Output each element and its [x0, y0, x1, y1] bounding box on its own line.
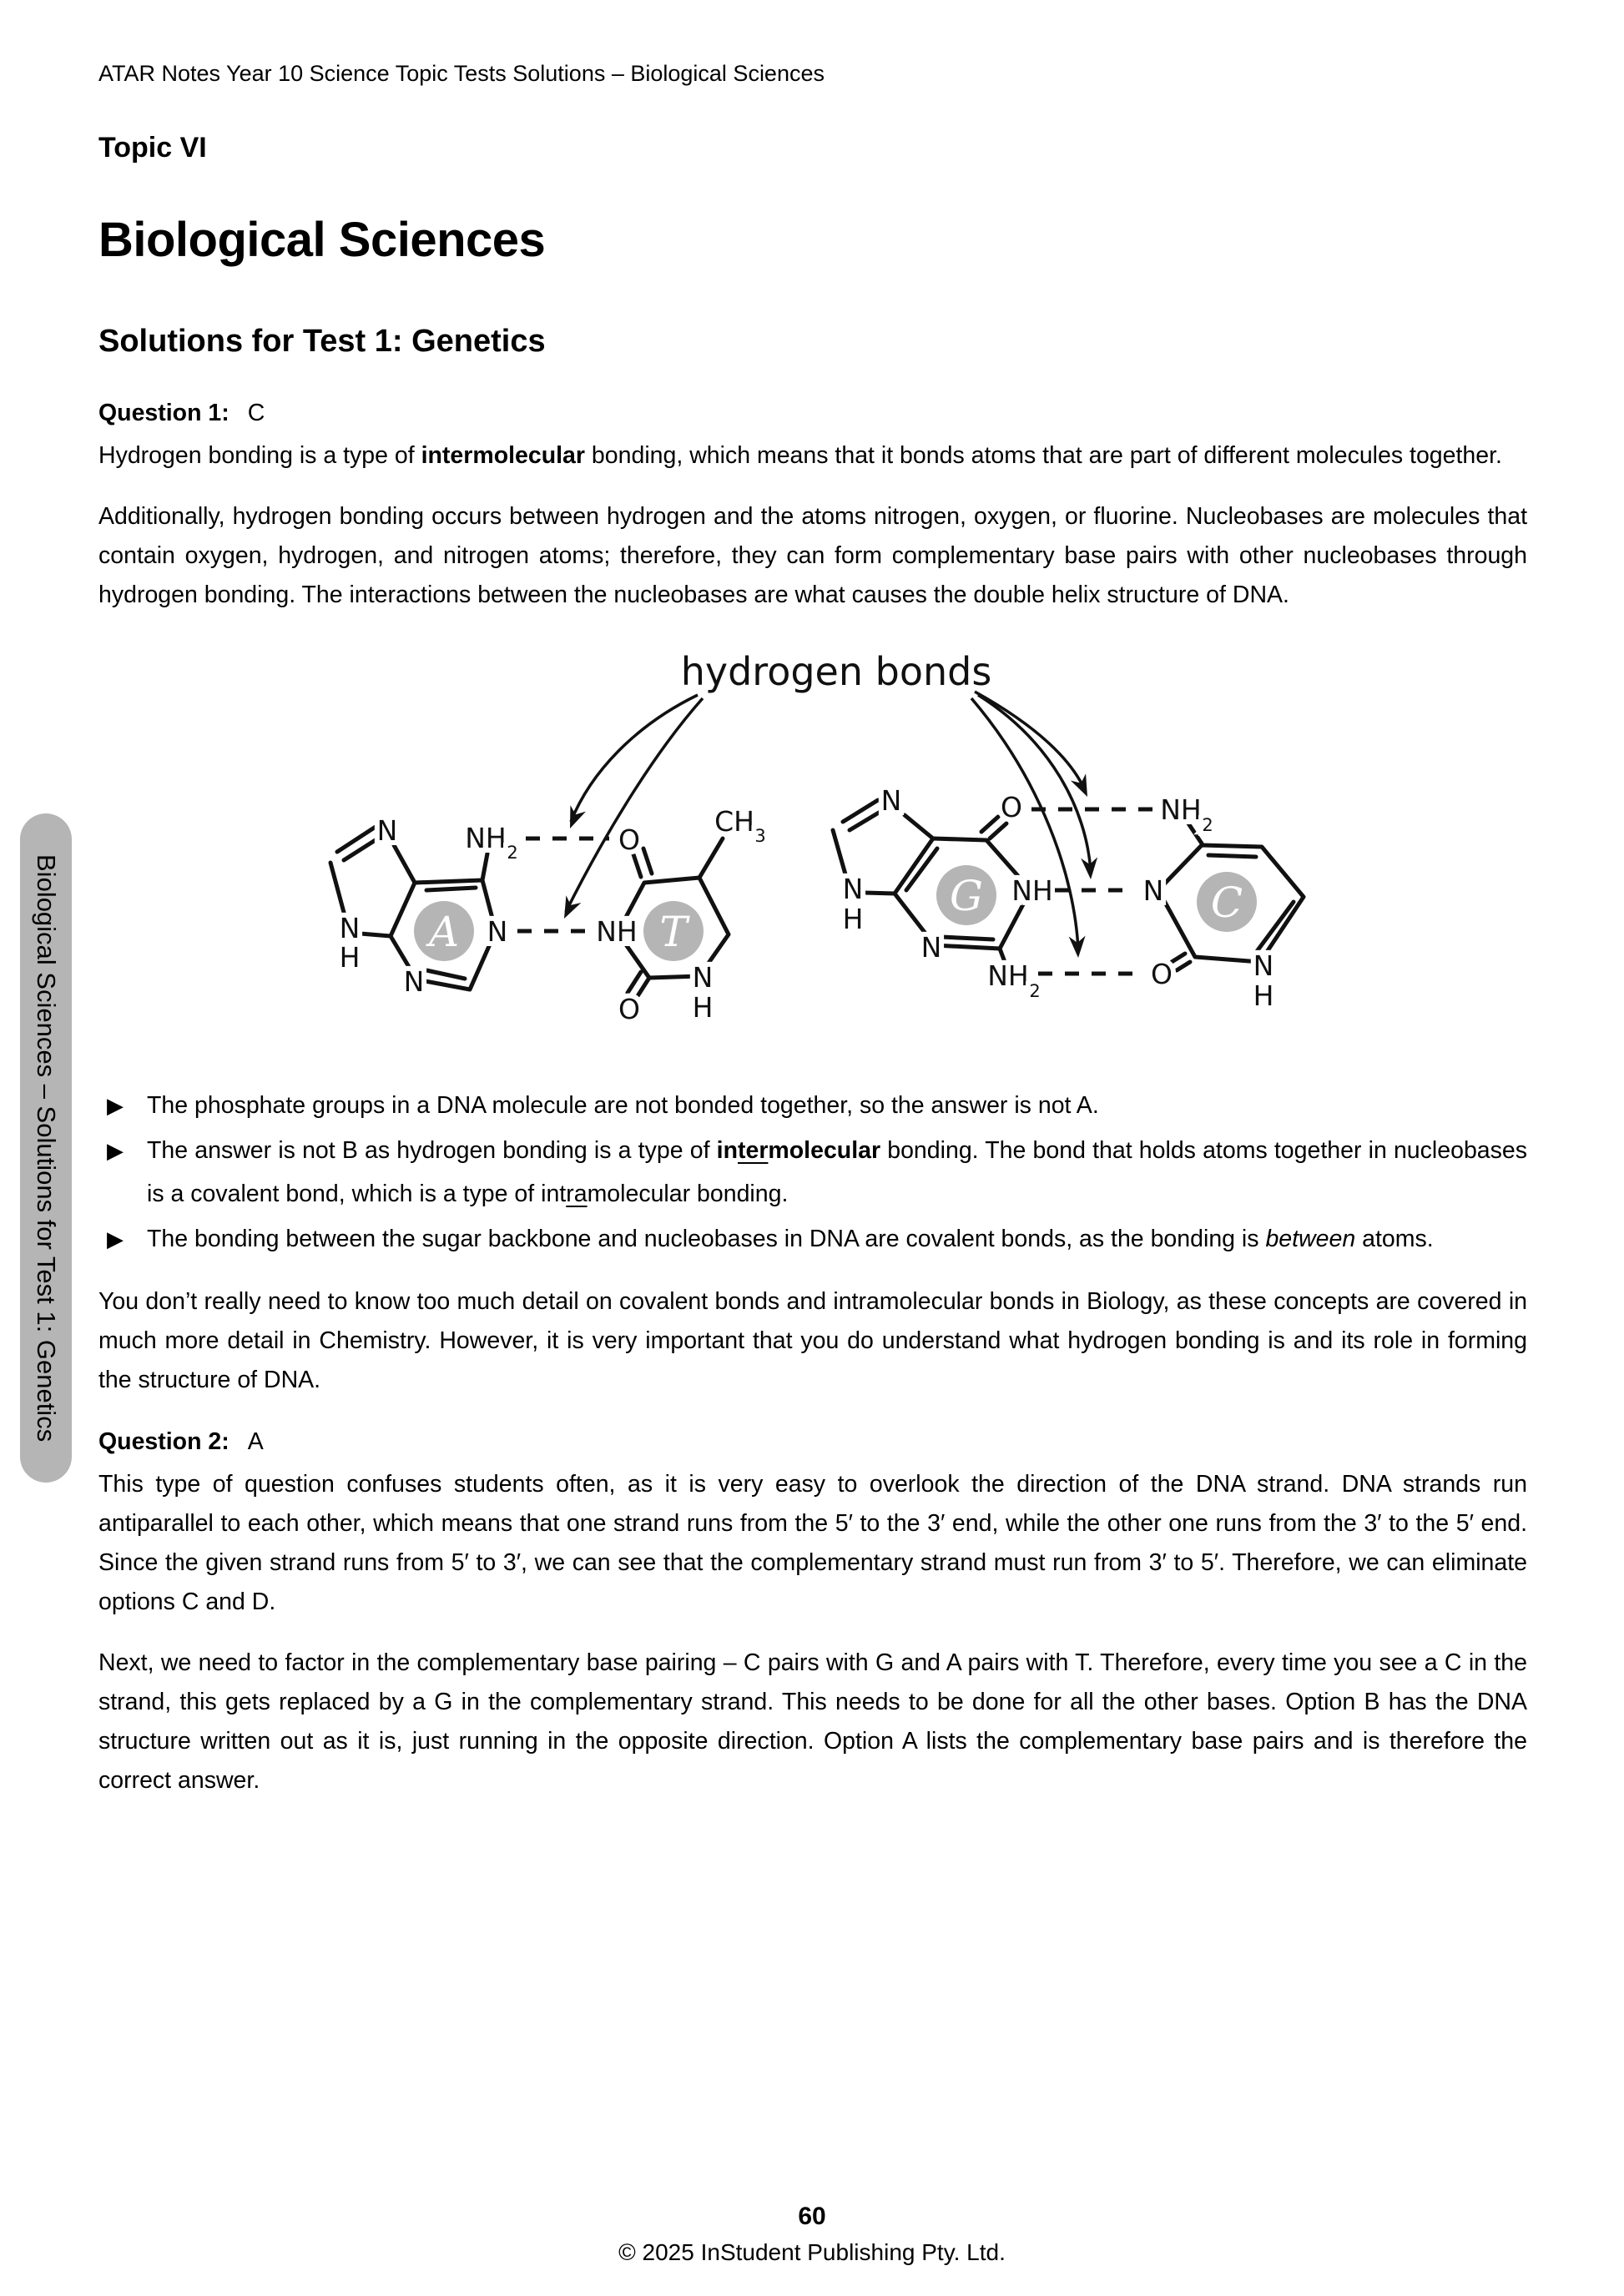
- atom-subscript: 2: [1202, 815, 1213, 835]
- atom-label-n: N: [880, 784, 902, 817]
- list-item-text: The answer is not B as hydrogen bonding is a type of intermolecular bonding. The bond that holds atoms together in nucleobases is a covalent bond, which is a type of intramolecular bonding.: [147, 1137, 1527, 1207]
- list-item-text: The bonding between the sugar backbone and nucleobases in DNA are covalent bonds, as the bonding is between atoms.: [147, 1226, 1434, 1252]
- atom-label-n: N: [376, 814, 398, 847]
- atom-label-nh2: NH: [987, 959, 1029, 992]
- atom-label-h: H: [692, 991, 714, 1024]
- question-2-answer: A: [247, 1428, 264, 1455]
- thymine-letter: T: [659, 908, 688, 956]
- list-item-text: The phosphate groups in a DNA molecule are not bonded together, so the answer is not A.: [147, 1092, 1099, 1119]
- question-1-answer: C: [247, 400, 265, 426]
- page-title: Biological Sciences: [98, 213, 546, 267]
- page-number: 60: [798, 2203, 826, 2230]
- arrowhead-icon: [557, 895, 581, 922]
- atom-label-nh: NH: [1011, 874, 1053, 907]
- q2-paragraph-2: Next, we need to factor in the complementary base pairing – C pairs with G and A pairs with T. Therefore, every time you see a C in the strand, this gets replaced by a G in the complementary strand. This needs to be done for all the other bases. Option B has the DNA structure written out as it is, just running in the opposite direction. Option A lists the complementary base pairs and is therefore the correct answer.: [98, 1649, 1527, 1794]
- atom-label-nh2: NH: [465, 822, 507, 854]
- atom-label-h: H: [339, 941, 361, 974]
- chapter-side-tab: [20, 813, 72, 1483]
- question-2-label: Question 2:: [98, 1428, 229, 1455]
- atom-label-n: N: [339, 912, 361, 944]
- topic-heading: Topic VI: [98, 132, 207, 164]
- q1-closing-note: You don’t really need to know too much detail on covalent bonds and intramolecular bonds in Biology, as these concepts are covered in much more detail in Chemistry. However, it is very important that you do understand what hydrogen bonding is and its role in forming the structure of DNA.: [98, 1288, 1527, 1393]
- atom-label-nh: NH: [596, 915, 638, 948]
- question-1-heading: [98, 396, 1527, 430]
- atom-label-n: N: [1142, 874, 1164, 907]
- page-footer: [0, 2203, 1624, 2294]
- running-header: ATAR Notes Year 10 Science Topic Tests Solutions – Biological Sciences: [98, 61, 825, 86]
- list-item: [107, 1129, 1527, 1216]
- arrow-to-at-bond-1: [571, 695, 698, 822]
- question-2-heading: [98, 1425, 1527, 1458]
- base-pairing-diagram: [275, 630, 1377, 1055]
- atom-label-o: O: [618, 823, 640, 856]
- atom-label-h: H: [842, 903, 864, 935]
- atom-label-n: N: [920, 931, 942, 964]
- diagram-caption: hydrogen bonds: [680, 649, 992, 694]
- page-subtitle: Solutions for Test 1: Genetics: [98, 324, 546, 359]
- q1-paragraph-2: Additionally, hydrogen bonding occurs between hydrogen and the atoms nitrogen, oxygen, or fluorine. Nucleobases are molecules that contain oxygen, hydrogen, and nitrogen atoms; therefore, they can form complementary base pairs with other nucleobases through hydrogen bonding. The interactions between the nucleobases are what causes the double helix structure of DNA.: [98, 503, 1527, 608]
- atom-label-n: N: [692, 961, 714, 994]
- atom-label-n: N: [487, 915, 508, 948]
- adenine-letter: A: [428, 908, 460, 956]
- arrowhead-icon: [1071, 773, 1095, 800]
- adenine-structure: [330, 814, 518, 998]
- atom-subscript: 2: [507, 843, 518, 863]
- atom-label-n: N: [1253, 949, 1274, 982]
- guanine-structure: [833, 784, 1053, 1001]
- base-pairing-diagram-svg: [275, 630, 1377, 1055]
- atom-label-o: O: [1151, 958, 1173, 990]
- q1-option-notes: [107, 1084, 1527, 1261]
- atom-label-ch3: CH: [714, 805, 754, 838]
- cytosine-structure: [1143, 793, 1304, 1012]
- q2-paragraph-1: This type of question confuses students often, as it is very easy to overlook the direction of the DNA strand. DNA strands run antiparallel to each other, which means that one strand runs from the 5′ to the 3′ end, while the other one runs from the 3′ to the 5′ end. Since the given strand runs from 5′ to 3′, we can see that the complementary strand must run from 3′ to 5′. Therefore, we can eliminate options C and D.: [98, 1471, 1527, 1615]
- page-content: [98, 60, 1527, 1800]
- atom-label-n: N: [403, 965, 425, 998]
- arrow-to-gc-bond-1: [975, 692, 1085, 790]
- guanine-letter: G: [950, 872, 983, 920]
- atom-label-o: O: [1001, 791, 1022, 823]
- list-item: [107, 1084, 1527, 1127]
- copyright-line: © 2025 InStudent Publishing Pty. Ltd.: [618, 2239, 1006, 2265]
- atom-label-h: H: [1253, 979, 1274, 1012]
- q1-paragraph-1: Hydrogen bonding is a type of intermolecular bonding, which means that it bonds atoms that are part of different molecules together.: [98, 442, 1502, 469]
- list-item: [107, 1217, 1527, 1261]
- bullet-triangle-icon: ▶: [107, 1226, 124, 1251]
- arrowhead-icon: [562, 805, 586, 832]
- question-1-label: Question 1:: [98, 400, 229, 426]
- cytosine-letter: C: [1210, 879, 1243, 927]
- atom-label-nh2: NH: [1160, 793, 1202, 826]
- atom-label-o: O: [618, 993, 640, 1025]
- bullet-triangle-icon: ▶: [107, 1138, 124, 1163]
- atom-label-n: N: [842, 873, 864, 905]
- atom-subscript: 2: [1029, 981, 1041, 1001]
- thymine-structure: [596, 805, 765, 1025]
- atom-subscript: 3: [754, 826, 766, 846]
- bullet-triangle-icon: ▶: [107, 1093, 124, 1118]
- chapter-side-tab-label: Biological Sciences – Solutions for Test 1: Genetics: [32, 853, 61, 1443]
